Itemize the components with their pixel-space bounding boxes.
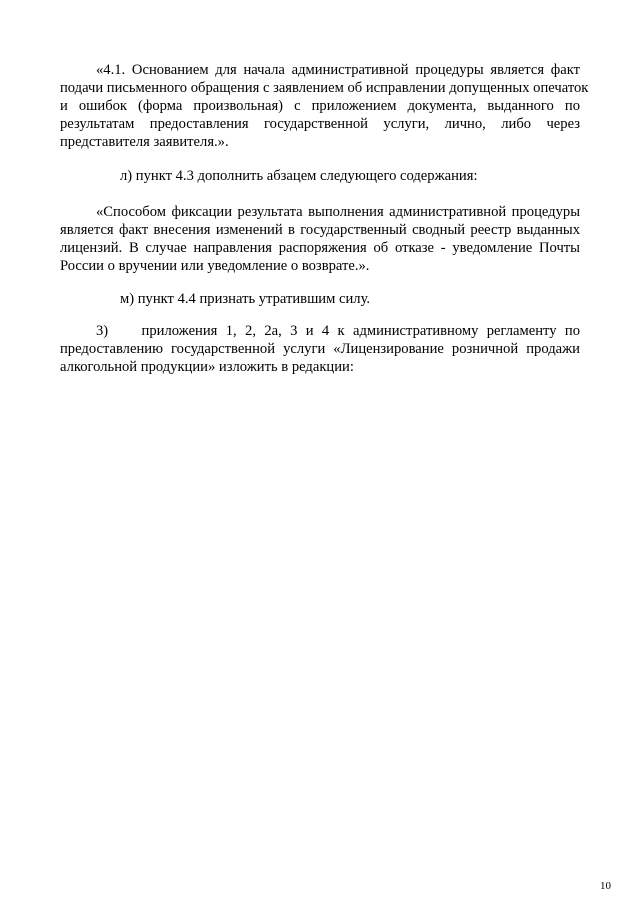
item-l: л) пункт 4.3 дополнить абзацем следующего содержания: [120, 168, 478, 184]
paragraph-line: подачи письменного обращения с заявлением об исправлении допущенных опечаток [60, 80, 589, 96]
paragraph-line: является факт внесения изменений в государственный сводный реестр выданных [60, 222, 580, 238]
paragraph-method [60, 203, 580, 275]
paragraph-line: алкогольной продукции» изложить в редакции: [60, 359, 354, 375]
paragraph-line: России о вручении или уведомление о возврате.». [60, 258, 370, 274]
paragraph-line: и ошибок (форма произвольная) с приложением документа, выданного по [60, 98, 580, 114]
paragraph-line: «4.1. Основанием для начала административной процедуры является факт [96, 62, 580, 78]
paragraph-4-1 [60, 61, 589, 151]
paragraph-line: результатам предоставления государственной услуги, лично, либо через [60, 116, 580, 132]
paragraph-line: лицензий. В случае направления распоряжения об отказе - уведомление Почты [60, 240, 580, 256]
paragraph-line: предоставлению государственной услуги «Лицензирование розничной продажи [60, 341, 580, 357]
paragraph-line: 3) приложения 1, 2, 2а, 3 и 4 к административному регламенту по [96, 323, 580, 339]
item-m: м) пункт 4.4 признать утратившим силу. [120, 291, 371, 307]
paragraph-3 [60, 322, 580, 376]
paragraph-line: представителя заявителя.». [60, 134, 229, 150]
page-number: 10 [600, 880, 611, 892]
paragraph-line: «Способом фиксации результата выполнения административной процедуры [96, 204, 580, 220]
